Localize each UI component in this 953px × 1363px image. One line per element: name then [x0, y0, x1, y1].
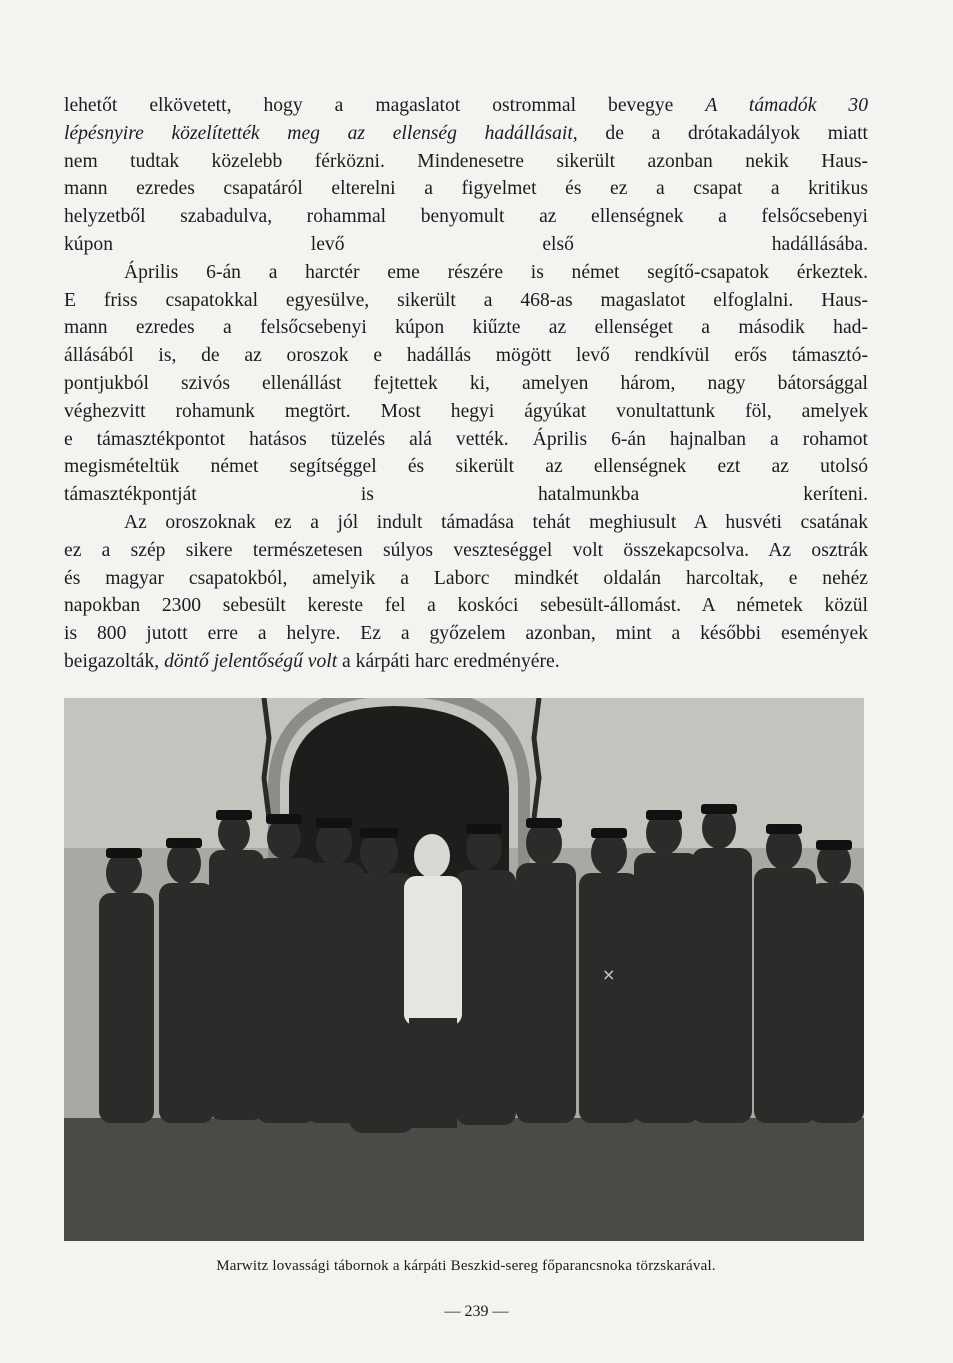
text-line — [64, 370, 868, 398]
text-span: véghezvitt rohamunk megtört. Most hegyi ágyúkat vonultattunk föl, amelyek — [64, 400, 868, 422]
text-line — [64, 175, 868, 203]
text-line — [64, 231, 868, 259]
text-span: kúpon levő első hadállásába. — [64, 233, 868, 255]
text-line — [64, 398, 868, 426]
svg-text:×: × — [602, 965, 616, 984]
text-span: a kárpáti harc eredményére. — [337, 650, 560, 672]
group-photo — [64, 698, 864, 1241]
italic-span: lépésnyire közelítették meg az ellenség hadállásait, — [64, 122, 578, 144]
text-span: lehetőt elkövetett, hogy a magaslatot ostrommal bevegye — [64, 95, 706, 116]
text-span: Április 6-án a harctér eme részére is német segítő-csapatok érkeztek. — [124, 261, 868, 283]
text-line — [64, 259, 868, 287]
text-line — [64, 537, 868, 565]
text-span: e támasztékpontot hatásos tüzelés alá vették. Április 6-án hajnalban a rohamot — [64, 428, 868, 450]
body-text — [64, 92, 868, 676]
text-line — [64, 453, 868, 481]
photo-caption: Marwitz lovassági tábornok a kárpáti Beszkid-sereg főparancsnoka törzskarával. — [216, 1258, 716, 1274]
italic-span: A támadók 30 — [705, 95, 868, 116]
text-span: is 800 jutott erre a helyre. Ez a győzelem azonban, mint a későbbi események — [64, 623, 868, 645]
text-line — [64, 120, 868, 148]
italic-span: döntő jelentőségű volt — [164, 650, 338, 672]
text-line — [64, 426, 868, 454]
text-span: mann ezredes a felsőcsebenyi kúpon kiűzte az ellenséget a második had- — [64, 317, 868, 339]
text-span: állásából is, de az oroszok e hadállás mögött levő rendkívül erős támasztó- — [64, 345, 868, 367]
group-photo-image — [64, 698, 864, 1241]
text-line — [64, 620, 868, 648]
text-span: Az oroszoknak ez a jól indult támadása tehát meghiusult A husvéti csatának — [124, 511, 868, 533]
text-line — [64, 648, 868, 676]
text-span: napokban 2300 sebesült kereste fel a koskóci sebesült-állomást. A németek közül — [64, 595, 868, 617]
text-line — [64, 592, 868, 620]
text-line — [64, 92, 868, 120]
text-span: E friss csapatokkal egyesülve, sikerült a 468-as magaslatot elfoglalni. Haus- — [64, 289, 868, 311]
text-span: helyzetből szabadulva, rohammal benyomult az ellenségnek a felsőcsebenyi — [64, 206, 868, 228]
text-line — [64, 342, 868, 370]
text-line — [64, 565, 868, 593]
text-line — [64, 148, 868, 176]
text-span: nem tudtak közelebb férközni. Mindenesetre sikerült azonban nekik Haus- — [64, 150, 868, 172]
page-number: — 239 — — [444, 1303, 509, 1320]
text-span: pontjukból szivós ellenállást fejtettek ki, amelyen három, nagy bátorsággal — [64, 372, 868, 394]
text-span: és magyar csapatokból, amelyik a Laborc mindkét oldalán harcoltak, e nehéz — [64, 567, 868, 589]
text-line — [64, 287, 868, 315]
text-span: ez a szép sikere természetesen súlyos veszteséggel volt összekapcsolva. Az osztrák — [64, 539, 868, 561]
text-line — [64, 509, 868, 537]
text-line — [64, 481, 868, 509]
text-span: mann ezredes csapatáról elterelni a figyelmet és ez a csapat a kritikus — [64, 178, 868, 200]
text-span: támasztékpontját is hatalmunkba keríteni. — [64, 484, 868, 506]
text-span: beigazolták, — [64, 650, 165, 672]
text-span: megismételtük német segítséggel és sikerült az ellenségnek ezt az utolsó — [64, 456, 868, 478]
text-line — [64, 314, 868, 342]
text-span: de a drótakadályok miatt — [577, 122, 868, 144]
text-line — [64, 203, 868, 231]
